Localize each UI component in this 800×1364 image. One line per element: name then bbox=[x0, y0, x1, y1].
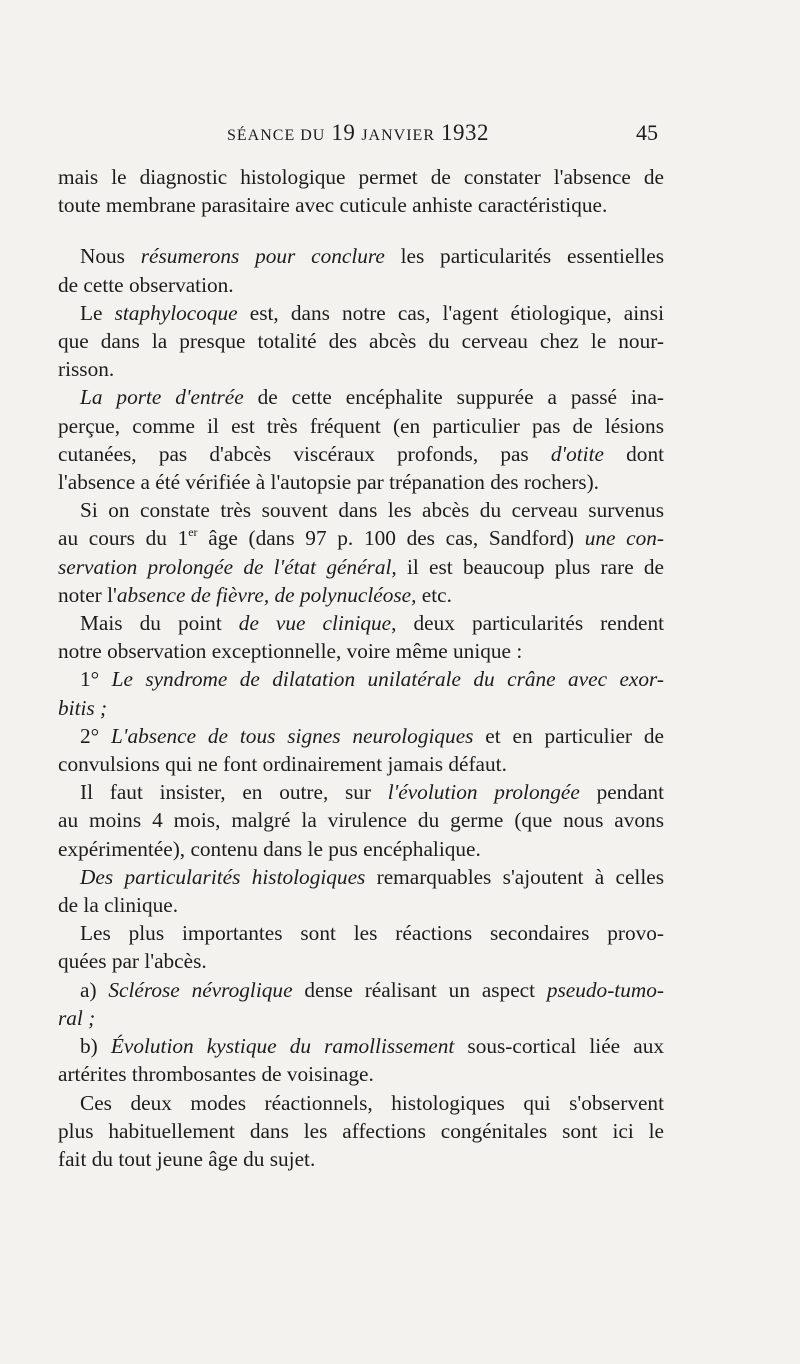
text-line bbox=[58, 327, 664, 355]
text-run: plus habituellement dans les affections congénitales sont ici le bbox=[58, 1118, 664, 1143]
italic-text: Le syndrome de dilatation unilatérale du crâne avec exor- bbox=[111, 667, 664, 692]
paragraph-p12 bbox=[58, 976, 664, 1032]
paragraph-p5 bbox=[58, 496, 664, 609]
text-line bbox=[58, 299, 664, 327]
text-line bbox=[58, 524, 664, 552]
paragraph-p14 bbox=[58, 1089, 664, 1174]
paragraph-p10 bbox=[58, 863, 664, 919]
text-run: Mais du point bbox=[80, 611, 239, 636]
text-run: perçue, comme il est très fréquent (en particulier pas de lésions bbox=[58, 413, 664, 438]
italic-text: pseudo-tumo- bbox=[546, 977, 664, 1002]
paragraph-p13 bbox=[58, 1032, 664, 1088]
text-line bbox=[58, 665, 664, 693]
page-header bbox=[58, 118, 658, 154]
page-number: 45 bbox=[636, 120, 658, 145]
text-line bbox=[58, 976, 664, 1004]
paragraph-p2 bbox=[58, 242, 664, 298]
text-run: noter l' bbox=[58, 582, 117, 607]
running-head bbox=[58, 120, 658, 146]
text-run: expérimentée), contenu dans le pus encéphalique. bbox=[58, 836, 481, 861]
text-line bbox=[58, 778, 664, 806]
text-run: artérites thrombosantes de voisinage. bbox=[58, 1062, 374, 1087]
text-line bbox=[58, 1117, 664, 1145]
text-line bbox=[58, 271, 664, 299]
text-run: Si on constate très souvent dans les abcès du cerveau survenus bbox=[80, 498, 664, 523]
text-line bbox=[58, 1060, 664, 1088]
text-line bbox=[58, 919, 664, 947]
text-run: quées par l'abcès. bbox=[58, 949, 207, 974]
text-line bbox=[58, 863, 664, 891]
italic-text: l'évolution prolongée bbox=[387, 780, 580, 805]
text-line bbox=[58, 694, 664, 722]
italic-text: staphylocoque bbox=[114, 300, 238, 325]
text-line bbox=[58, 1004, 664, 1032]
text-run: 1° bbox=[80, 667, 112, 692]
text-run: au moins 4 mois, malgré la virulence du germe (que nous avons bbox=[58, 808, 664, 833]
superscript: er bbox=[188, 525, 198, 540]
text-run: l'absence a été vérifiée à l'autopsie par trépanation des rochers). bbox=[58, 470, 600, 495]
text-run: risson. bbox=[58, 357, 115, 382]
text-run: pendant bbox=[579, 780, 664, 805]
italic-text: une con- bbox=[584, 526, 664, 551]
text-run: Ces deux modes réactionnels, histologiques qui s'observent bbox=[80, 1090, 664, 1115]
running-head-prefix: SÉANCE DU bbox=[226, 127, 326, 144]
text-line bbox=[58, 637, 664, 665]
italic-text: ral ; bbox=[58, 1005, 96, 1030]
text-line bbox=[58, 468, 664, 496]
text-run: que dans la presque totalité des abcès du cerveau chez le nour- bbox=[58, 329, 664, 354]
text-run: dont bbox=[603, 441, 665, 466]
text-line bbox=[58, 1089, 664, 1117]
text-line bbox=[58, 750, 664, 778]
italic-text: absence de fièvre, de polynucléose, bbox=[116, 582, 417, 607]
paragraph-p7 bbox=[58, 665, 664, 721]
text-run: Le bbox=[80, 300, 115, 325]
text-run: Il faut insister, en outre, sur bbox=[80, 780, 388, 805]
text-line bbox=[58, 835, 664, 863]
text-line bbox=[58, 355, 664, 383]
text-line bbox=[58, 553, 664, 581]
text-run: Nous bbox=[80, 244, 141, 269]
text-run: remarquables s'ajoutent à celles bbox=[365, 864, 664, 889]
text-run: a) bbox=[80, 977, 109, 1002]
text-line bbox=[58, 947, 664, 975]
text-run: dense réalisant un aspect bbox=[292, 977, 547, 1002]
text-run: est, dans notre cas, l'agent étiologique, ainsi bbox=[237, 300, 664, 325]
text-run: b) bbox=[80, 1034, 111, 1059]
text-run: sous-cortical liée aux bbox=[454, 1034, 664, 1059]
text-run: et en particulier de bbox=[473, 723, 664, 748]
italic-text: servation prolongée de l'état général, bbox=[58, 554, 397, 579]
italic-text: résumerons pour conclure bbox=[140, 244, 385, 269]
running-head-month: JANVIER bbox=[361, 127, 435, 144]
text-line bbox=[58, 1032, 664, 1060]
text-line bbox=[58, 722, 664, 750]
text-line bbox=[58, 581, 664, 609]
text-run: il est beaucoup plus rare de bbox=[396, 554, 664, 579]
text-run: de cette encéphalite suppurée a passé ina- bbox=[243, 385, 665, 410]
text-run: de la clinique. bbox=[58, 893, 179, 918]
text-run: convulsions qui ne font ordinairement jamais défaut. bbox=[58, 752, 507, 777]
paragraph-p4 bbox=[58, 383, 664, 496]
italic-text: La porte d'entrée bbox=[80, 385, 244, 410]
italic-text: L'absence de tous signes neurologiques bbox=[111, 723, 474, 748]
text-run: mais le diagnostic histologique permet de constater l'absence de bbox=[58, 165, 664, 189]
text-line bbox=[58, 242, 664, 270]
text-line bbox=[58, 440, 664, 468]
text-run: Les plus importantes sont les réactions secondaires provo- bbox=[80, 921, 664, 946]
text-line bbox=[58, 191, 664, 219]
text-run: etc. bbox=[416, 582, 452, 607]
text-line bbox=[58, 609, 664, 637]
running-head-year: 1932 bbox=[441, 120, 489, 145]
text-line bbox=[58, 412, 664, 440]
text-run: , deux particularités rendent bbox=[391, 611, 665, 636]
italic-text: Sclérose névroglique bbox=[108, 977, 293, 1002]
running-head-day: 19 bbox=[331, 120, 356, 145]
text-run: fait du tout jeune âge du sujet. bbox=[58, 1146, 316, 1171]
italic-text: de vue clinique bbox=[238, 611, 392, 636]
italic-text: d'otite bbox=[550, 441, 604, 466]
text-run: 2° bbox=[80, 723, 112, 748]
paragraph-p8 bbox=[58, 722, 664, 778]
text-run: âge (dans 97 p. 100 des cas, Sandford) bbox=[197, 526, 585, 551]
text-line bbox=[58, 891, 664, 919]
text-run: au cours du 1 bbox=[58, 526, 189, 551]
text-line bbox=[58, 1145, 664, 1173]
paragraph-p9 bbox=[58, 778, 664, 863]
italic-text: Évolution kystique du ramollissement bbox=[110, 1034, 455, 1059]
text-line bbox=[58, 163, 664, 191]
paragraph-p3 bbox=[58, 299, 664, 384]
italic-text: Des particularités histologiques bbox=[80, 864, 366, 889]
page-body bbox=[58, 163, 664, 1173]
text-run: toute membrane parasitaire avec cuticule anhiste caractéristique. bbox=[58, 193, 608, 218]
text-run: de cette observation. bbox=[58, 272, 234, 297]
paragraph-p1 bbox=[58, 163, 664, 219]
paragraph-p6 bbox=[58, 609, 664, 665]
text-line bbox=[58, 806, 664, 834]
italic-text: bitis ; bbox=[58, 695, 108, 720]
text-run: cutanées, pas d'abcès viscéraux profonds, pas bbox=[58, 441, 551, 466]
text-run: les particularités essentielles bbox=[384, 244, 664, 269]
text-line bbox=[58, 496, 664, 524]
text-run: notre observation exceptionnelle, voire même unique : bbox=[58, 639, 523, 664]
paragraph-p11 bbox=[58, 919, 664, 975]
text-line bbox=[58, 383, 664, 411]
